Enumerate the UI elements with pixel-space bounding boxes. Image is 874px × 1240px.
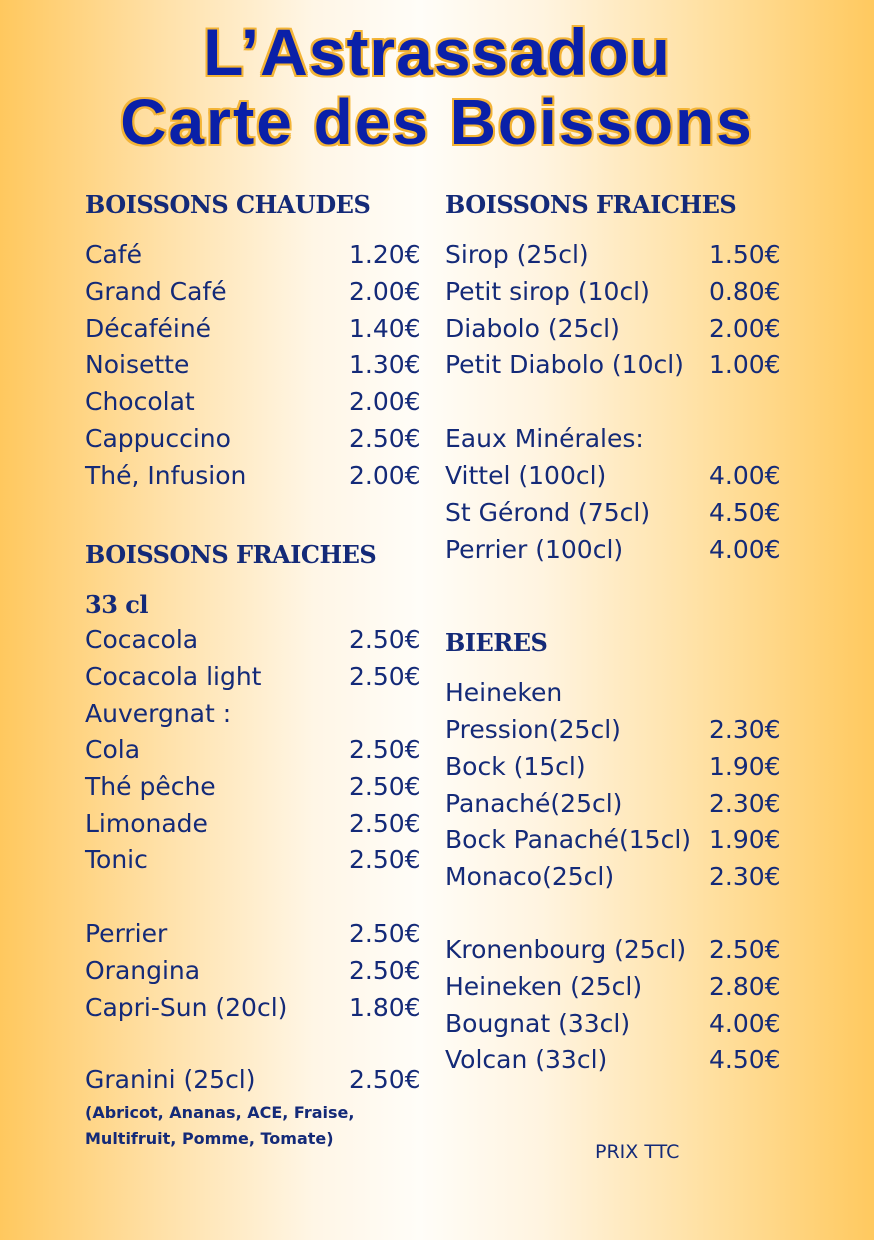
item-price: 2.50€ [349,424,421,453]
auvergnat-label: Auvergnat : [85,699,232,728]
cold33-heading: BOISSONS FRAICHES [85,540,377,569]
mineral-waters-label: Eaux Minérales: [445,424,644,453]
item-price: 2.00€ [349,276,421,306]
item-price: 2.50€ [349,808,421,838]
heineken-label: Heineken [445,678,563,707]
item-name: Petit Diabolo (10cl) [445,350,684,380]
item-price: 2.50€ [349,771,421,801]
item-name: Capri-Sun (20cl) [85,992,288,1022]
item-name: Perrier (100cl) [445,534,624,564]
item-name: Cola [85,735,141,764]
item-price: 2.00€ [709,313,781,343]
hot-drinks-heading: BOISSONS CHAUDES [85,190,371,219]
price-note: PRIX TTC [595,1141,680,1163]
item-name: Perrier [85,919,168,948]
item-price: 2.00€ [349,460,421,490]
item-price: 4.50€ [709,497,781,527]
item-price: 1.90€ [709,825,781,855]
item-price: 2.30€ [709,788,781,818]
item-name: Limonade [85,808,208,838]
item-price: 2.50€ [349,919,421,948]
restaurant-title: L’Astrassadou [203,15,671,89]
item-price: 1.80€ [349,992,421,1022]
item-name: Orangina [85,955,201,985]
item-price: 2.50€ [349,955,421,985]
item-price: 1.30€ [349,350,421,380]
granini-flavours-note: Multifruit, Pomme, Tomate) [85,1129,334,1148]
item-name: Diabolo (25cl) [445,313,620,343]
item-price: 2.50€ [349,1065,421,1094]
item-name: Cocacola light [85,661,262,691]
item-name: Grand Café [85,276,227,306]
item-name: Volcan (33cl) [445,1045,608,1075]
item-name: Bock (15cl) [445,751,586,781]
item-name: Panaché(25cl) [445,788,623,818]
item-name: Monaco(25cl) [445,862,615,892]
item-name: St Gérond (75cl) [445,497,651,527]
item-name: Kronenbourg (25cl) [445,935,687,964]
cold33-subheading: 33 cl [85,590,148,619]
item-name: Bougnat (33cl) [445,1008,631,1038]
item-name: Pression(25cl) [445,715,621,744]
item-price: 2.80€ [709,971,781,1001]
item-price: 2.50€ [349,845,421,875]
item-price: 2.30€ [709,715,781,744]
item-name: Bock Panaché(15cl) [445,825,692,855]
item-price: 4.00€ [709,461,781,490]
item-name: Thé pêche [85,771,216,801]
item-price: 0.80€ [709,276,781,306]
item-price: 1.20€ [349,240,421,269]
item-name: Tonic [85,845,148,875]
item-name: Vittel (100cl) [445,461,607,490]
item-price: 2.50€ [349,661,421,691]
item-name: Heineken (25cl) [445,971,643,1001]
item-price: 2.00€ [349,387,421,417]
cold-drinks-heading: BOISSONS FRAICHES [445,190,737,219]
menu-title: Carte des Boissons [120,86,754,158]
item-price: 4.50€ [709,1045,781,1075]
item-price: 2.50€ [349,735,421,764]
item-name: Chocolat [85,387,195,417]
item-name: Sirop (25cl) [445,240,589,269]
item-name: Cocacola [85,625,199,654]
item-price: 2.50€ [709,935,781,964]
item-name: Thé, Infusion [85,460,247,490]
item-price: 1.00€ [709,350,781,380]
item-name: Cappuccino [85,424,231,453]
item-price: 4.00€ [709,1008,781,1038]
item-price: 1.50€ [709,240,781,269]
granini-flavours-note: (Abricot, Ananas, ACE, Fraise, [85,1103,355,1122]
item-price: 2.50€ [349,625,421,654]
item-name: Noisette [85,350,190,380]
item-price: 4.00€ [709,534,781,564]
item-price: 1.40€ [349,313,421,343]
item-name: Petit sirop (10cl) [445,276,650,306]
beers-heading: BIERES [445,628,548,657]
item-name: Granini (25cl) [85,1065,256,1094]
item-name: Décaféiné [85,313,212,343]
item-price: 1.90€ [709,751,781,781]
item-name: Café [85,240,142,269]
item-price: 2.30€ [709,862,781,892]
